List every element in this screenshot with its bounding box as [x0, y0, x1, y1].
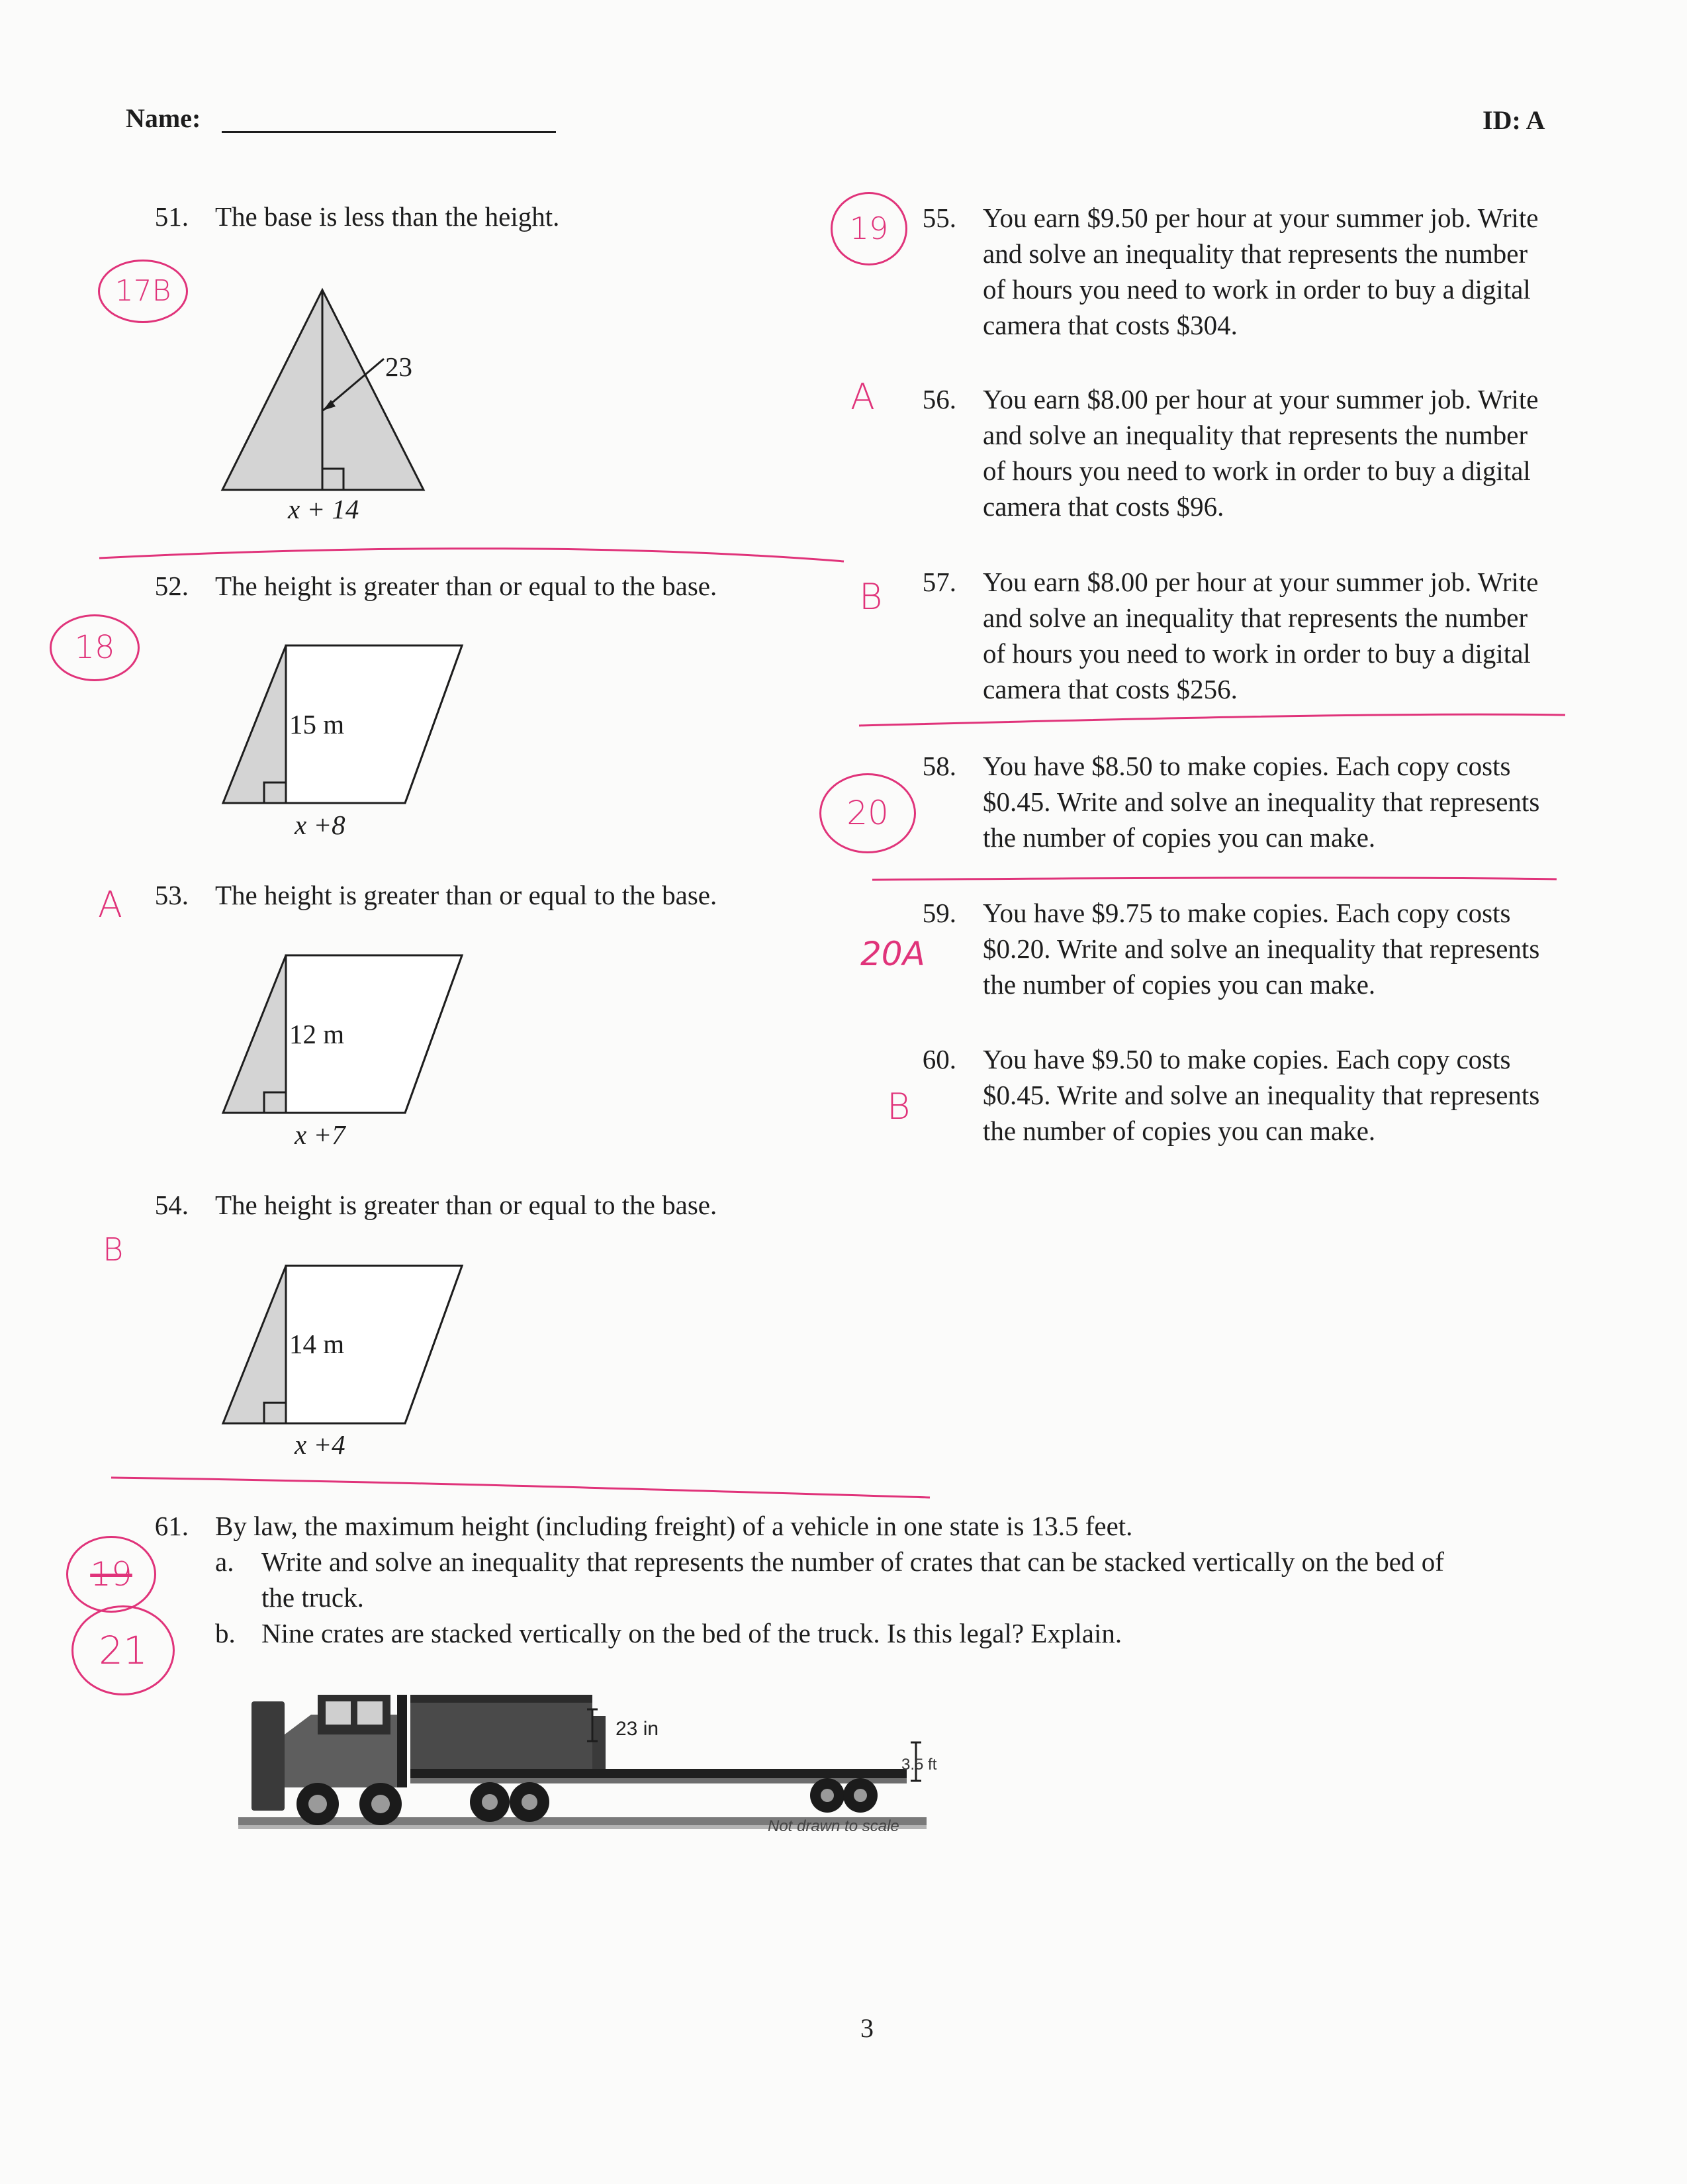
side-label: 23 — [385, 352, 412, 382]
height-label: 12 m — [289, 1019, 345, 1049]
question-number: 55. — [922, 203, 956, 233]
base-label: x +4 — [295, 1429, 345, 1460]
grade-annotation: 19 — [66, 1536, 156, 1613]
question-text: The base is less than the height. — [215, 201, 560, 232]
grade-annotation: A — [98, 884, 122, 926]
grade-annotation: B — [103, 1231, 124, 1268]
bed-height-label: 3.5 ft — [901, 1756, 937, 1774]
question-text: You earn $8.00 per hour at your summer job. Write and solve an inequality that represents the number of hours you need to work in order to buy a digital camera that costs $96. — [983, 384, 1539, 522]
part-a-text: Write and solve an inequality that represents the number of crates that can be stacked vertically on the bed of the truck. — [261, 1546, 1444, 1613]
question-text: You have $9.50 to make copies. Each copy costs $0.45. Write and solve an inequality that represents the number of copies you can make. — [983, 1044, 1540, 1146]
question-text: The height is greater than or equal to the base. — [215, 571, 717, 601]
question-text: You have $8.50 to make copies. Each copy costs $0.45. Write and solve an inequality that represents the number of copies you can make. — [983, 751, 1540, 853]
question-number: 57. — [922, 567, 956, 597]
grade-annotation: 20A — [860, 935, 925, 973]
part-b-label: b. — [215, 1618, 236, 1648]
base-label: x +8 — [295, 810, 345, 840]
grade-annotation: B — [859, 576, 883, 618]
grade-annotation: B — [887, 1086, 911, 1127]
question-text: You have $9.75 to make copies. Each copy costs $0.20. Write and solve an inequality that represents the number of copies you can make. — [983, 898, 1540, 1000]
crate-height-label: 23 in — [616, 1718, 659, 1740]
grade-annotation: 21 — [71, 1605, 175, 1695]
question-number: 54. — [154, 1190, 189, 1220]
question-text: The height is greater than or equal to the base. — [215, 880, 717, 910]
question-text: You earn $9.50 per hour at your summer job. Write and solve an inequality that represents the number of hours you need to work in order to buy a digital camera that costs $304. — [983, 203, 1539, 340]
question-number: 58. — [922, 751, 956, 781]
height-label: 15 m — [289, 709, 345, 739]
part-b-text: Nine crates are stacked vertically on the bed of the truck. Is this legal? Explain. — [261, 1618, 1122, 1648]
question-number: 52. — [154, 571, 189, 601]
question-text: You earn $8.00 per hour at your summer job. Write and solve an inequality that represents the number of hours you need to work in order to buy a digital camera that costs $256. — [983, 567, 1539, 704]
question-number: 60. — [922, 1044, 956, 1074]
grade-annotation: 19 — [831, 192, 907, 265]
truck-illustration — [0, 0, 993, 1854]
question-number: 51. — [154, 201, 189, 232]
name-label: Name: — [126, 103, 201, 133]
question-number: 61. — [154, 1511, 189, 1541]
grade-annotation: 18 — [50, 614, 140, 681]
question-text: The height is greater than or equal to the base. — [215, 1190, 717, 1220]
base-label: x +7 — [295, 1119, 345, 1150]
height-label: 14 m — [289, 1329, 345, 1359]
part-a-label: a. — [215, 1546, 234, 1577]
question-text: By law, the maximum height (including freight) of a vehicle in one state is 13.5 feet. — [215, 1511, 1133, 1541]
question-number: 53. — [154, 880, 189, 910]
grade-annotation: 20 — [819, 773, 916, 853]
id-label: ID: A — [1482, 105, 1545, 135]
scale-note: Not drawn to scale — [768, 1817, 899, 1835]
base-label: x + 14 — [288, 494, 359, 524]
question-number: 59. — [922, 898, 956, 928]
grade-annotation: 17B — [98, 260, 188, 323]
question-number: 56. — [922, 384, 956, 414]
grade-annotation: A — [850, 376, 875, 418]
page-number: 3 — [860, 2013, 874, 2043]
